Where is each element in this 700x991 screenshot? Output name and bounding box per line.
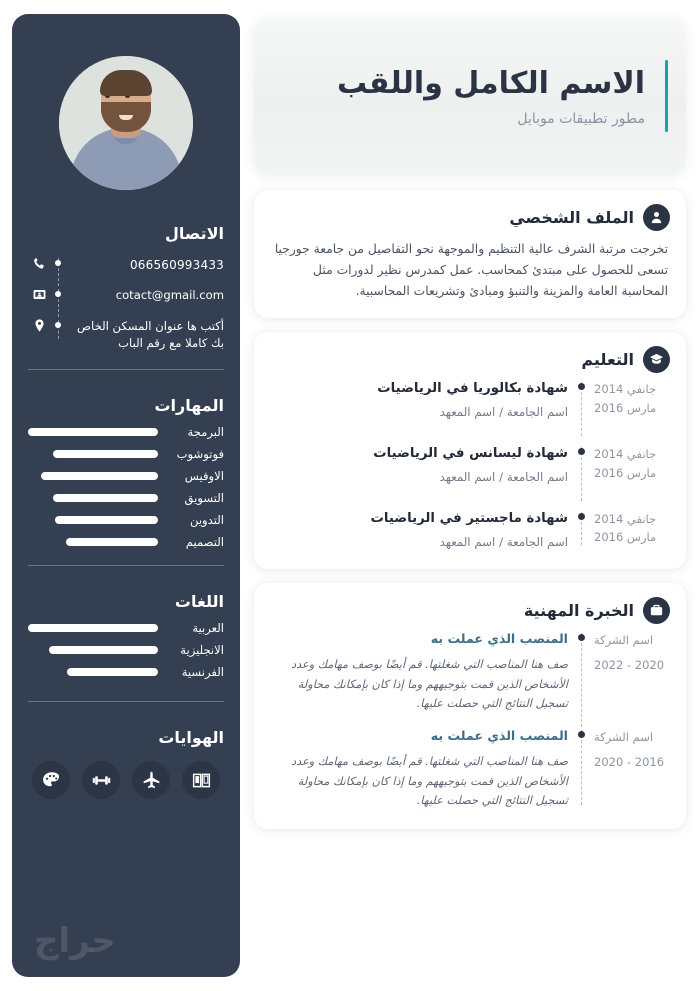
employment-period: 2016 - 2020 bbox=[594, 755, 665, 770]
job-title: مطور تطبيقات موبايل bbox=[517, 111, 645, 128]
palette-icon[interactable] bbox=[32, 761, 70, 799]
profile-text: تخرجت مرتبة الشرف عالية التنظيم والموجهة نحو التفاصيل من جامعة جورجيا تسعى للحصول على مبتدئ كمحاسب. عمل كمدرس نظير لدورات مثل المحاسبة العامة والمزينة والتنبؤ ومبادئ وتشريعات المحاسبية. bbox=[274, 242, 668, 299]
skill-fill bbox=[53, 450, 158, 458]
education-section-title: التعليم bbox=[581, 350, 634, 370]
language-row bbox=[28, 621, 224, 635]
contact-row-address[interactable] bbox=[28, 317, 224, 353]
skill-label: التسويق bbox=[184, 491, 224, 506]
skill-row bbox=[28, 513, 224, 527]
hobbies-section-title: الهوايات bbox=[158, 728, 224, 748]
contact-row-phone[interactable] bbox=[28, 255, 224, 274]
experience-item bbox=[270, 727, 670, 814]
education-section-header bbox=[254, 332, 686, 377]
date-to: مارس 2016 bbox=[594, 465, 657, 480]
language-row bbox=[28, 643, 224, 657]
graduation-cap-icon bbox=[643, 346, 670, 373]
skill-track bbox=[28, 516, 158, 524]
education-item bbox=[270, 379, 670, 444]
accent-bar bbox=[665, 60, 668, 132]
education-item-content bbox=[270, 509, 570, 552]
education-item-content bbox=[270, 379, 570, 422]
timeline-rail bbox=[570, 630, 592, 713]
language-track bbox=[28, 624, 158, 632]
education-item-dates bbox=[592, 444, 670, 482]
book-icon[interactable] bbox=[182, 761, 220, 799]
divider-hobbies bbox=[28, 701, 224, 702]
education-item-title: شهادة ماجستير في الرياضيات bbox=[370, 510, 568, 526]
language-label: الفرنسية bbox=[181, 665, 224, 680]
full-name: الاسم الكامل واللقب bbox=[337, 65, 645, 101]
language-track bbox=[28, 668, 158, 676]
education-item bbox=[270, 509, 670, 556]
language-fill bbox=[49, 646, 158, 654]
language-track bbox=[28, 646, 158, 654]
contact-row-email[interactable] bbox=[28, 286, 224, 305]
experience-item-title: المنصب الذي عملت به bbox=[430, 631, 568, 647]
education-item-subtitle: اسم الجامعة / اسم المعهد bbox=[439, 534, 568, 549]
timeline-dot bbox=[578, 634, 585, 641]
name-block bbox=[274, 65, 645, 128]
languages-section bbox=[12, 592, 240, 679]
experience-item bbox=[270, 630, 670, 727]
experience-section-title: الخبرة المهنية bbox=[523, 601, 634, 621]
skill-label: الاوفيس bbox=[184, 469, 224, 484]
timeline-dot bbox=[578, 513, 585, 520]
date-from: جانفي 2014 bbox=[594, 447, 657, 462]
timeline-rail bbox=[570, 444, 592, 487]
language-label: العربية bbox=[192, 621, 224, 636]
date-to: مارس 2016 bbox=[594, 530, 657, 545]
education-item-subtitle: اسم الجامعة / اسم المعهد bbox=[439, 405, 568, 420]
airplane-icon[interactable] bbox=[132, 761, 170, 799]
watermark: حراج bbox=[34, 921, 116, 961]
skills-section bbox=[12, 396, 240, 549]
experience-item-dates bbox=[592, 727, 670, 771]
company-name: اسم الشركة bbox=[594, 633, 654, 648]
experience-item-content bbox=[270, 727, 570, 810]
profile-section-header bbox=[254, 190, 686, 235]
contact-rail bbox=[50, 255, 66, 274]
experience-list bbox=[254, 628, 686, 828]
skill-fill bbox=[53, 494, 158, 502]
skill-row bbox=[28, 491, 224, 505]
skill-track bbox=[28, 494, 158, 502]
email-value: cotact@gmail.com bbox=[115, 288, 224, 303]
timeline-rail bbox=[570, 727, 592, 810]
experience-card bbox=[254, 583, 686, 828]
envelope-icon bbox=[28, 286, 50, 302]
contact-list bbox=[28, 255, 224, 353]
experience-item-content bbox=[270, 630, 570, 713]
dumbbell-icon[interactable] bbox=[82, 761, 120, 799]
languages-section-title: اللغات bbox=[174, 592, 224, 612]
hobbies-section bbox=[12, 728, 240, 799]
experience-item-title: المنصب الذي عملت به bbox=[430, 728, 568, 744]
education-item-dates bbox=[592, 509, 670, 547]
divider-skills bbox=[28, 369, 224, 370]
contact-rail bbox=[50, 317, 66, 353]
skill-fill bbox=[28, 428, 158, 436]
skill-label: التصميم bbox=[185, 535, 224, 550]
skills-section-title: المهارات bbox=[154, 396, 224, 416]
phone-value: 066560993433 bbox=[129, 258, 224, 272]
divider-languages bbox=[28, 565, 224, 566]
avatar bbox=[59, 56, 193, 190]
sidebar bbox=[12, 14, 240, 977]
phone-icon bbox=[28, 255, 50, 271]
skill-label: التدوين bbox=[190, 513, 224, 528]
timeline-rail bbox=[570, 509, 592, 552]
date-from: جانفي 2014 bbox=[594, 511, 657, 526]
education-item-title: شهادة بكالوريا في الرياضيات bbox=[377, 381, 568, 397]
experience-item-description: صف هنا المناصب التي شغلتها. قم أيضًا بوصف مهامك وعدد الأشخاص الذين قمت بتوجيههم وما إذا كان بإمكانك محاولة تسجيل النتائج التي حصلت عليها. bbox=[291, 658, 568, 711]
skill-fill bbox=[66, 538, 158, 546]
date-to: مارس 2016 bbox=[594, 401, 657, 416]
date-from: جانفي 2014 bbox=[594, 382, 657, 397]
header-card bbox=[254, 18, 686, 174]
timeline-dot bbox=[578, 448, 585, 455]
timeline-dot bbox=[578, 731, 585, 738]
employment-period: 2020 - 2022 bbox=[594, 657, 665, 672]
location-pin-icon bbox=[28, 317, 50, 333]
hobbies-list bbox=[28, 761, 224, 799]
skill-row bbox=[28, 425, 224, 439]
skill-fill bbox=[55, 516, 158, 524]
experience-section-header bbox=[254, 583, 686, 628]
skill-track bbox=[28, 538, 158, 546]
contact-section bbox=[12, 224, 240, 353]
contact-section-title: الاتصال bbox=[164, 224, 224, 243]
person-icon bbox=[643, 204, 670, 231]
experience-item-description: صف هنا المناصب التي شغلتها. قم أيضًا بوصف مهامك وعدد الأشخاص الذين قمت بتوجيههم وما إذا كان بإمكانك محاولة تسجيل النتائج التي حصلت عليها. bbox=[291, 755, 568, 808]
language-fill bbox=[28, 624, 158, 632]
profile-card bbox=[254, 190, 686, 318]
skill-track bbox=[28, 472, 158, 480]
language-row bbox=[28, 665, 224, 679]
skill-label: فوتوشوب bbox=[176, 447, 224, 462]
skill-track bbox=[28, 450, 158, 458]
experience-item-dates bbox=[592, 630, 670, 674]
skill-track bbox=[28, 428, 158, 436]
timeline-dot bbox=[578, 383, 585, 390]
briefcase-icon bbox=[643, 597, 670, 624]
skill-row bbox=[28, 535, 224, 549]
address-value: أكتب ها عنوان المسكن الخاص بك كاملا مع رقم الباب bbox=[77, 318, 224, 351]
language-fill bbox=[67, 668, 158, 676]
company-name: اسم الشركة bbox=[594, 730, 654, 745]
skill-row bbox=[28, 447, 224, 461]
education-item-content bbox=[270, 444, 570, 487]
education-card bbox=[254, 332, 686, 569]
education-item-dates bbox=[592, 379, 670, 417]
skill-fill bbox=[41, 472, 158, 480]
main-column bbox=[240, 0, 700, 991]
education-list bbox=[254, 377, 686, 569]
skill-label: البرمجة bbox=[187, 425, 224, 440]
education-item-title: شهادة ليسانس في الرياضيات bbox=[373, 446, 568, 462]
education-item-subtitle: اسم الجامعة / اسم المعهد bbox=[439, 469, 568, 484]
profile-section-title: الملف الشخصي bbox=[509, 208, 634, 227]
skill-row bbox=[28, 469, 224, 483]
language-label: الانجليزية bbox=[180, 643, 224, 658]
contact-rail bbox=[50, 286, 66, 305]
education-item bbox=[270, 444, 670, 509]
timeline-rail bbox=[570, 379, 592, 422]
